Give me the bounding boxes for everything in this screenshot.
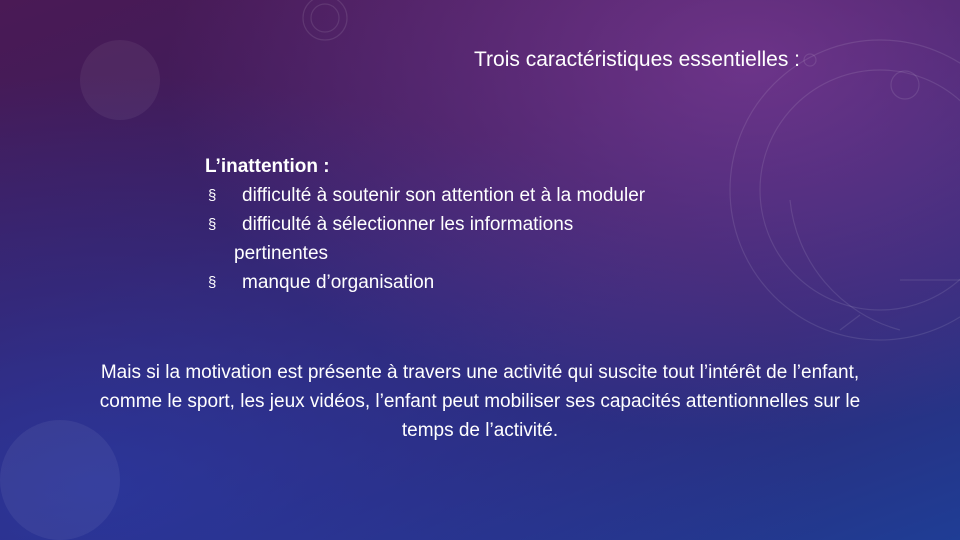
bullet-item <box>205 210 765 268</box>
bullet-text: difficulté à sélectionner les informations <box>242 214 574 235</box>
bullet-item <box>205 181 765 210</box>
slide-title: Trois caractéristiques essentielles : <box>474 48 801 71</box>
bullet-text-continuation: pertinentes <box>234 243 329 264</box>
paragraph-line: temps de l’activité. <box>401 420 559 441</box>
section-heading: L’inattention : <box>205 156 330 177</box>
body-paragraph <box>20 358 940 445</box>
bullet-mark-icon: § <box>208 187 217 204</box>
content-block <box>205 152 765 297</box>
bullet-mark-icon: § <box>208 274 217 291</box>
bullet-mark-icon: § <box>208 216 217 233</box>
bullet-text: manque d’organisation <box>242 272 435 293</box>
paragraph-line: comme le sport, les jeux vidéos, l’enfant peut mobiliser ses capacités attentionnelles sur le <box>99 391 861 412</box>
bullet-text: difficulté à soutenir son attention et à la moduler <box>242 185 646 206</box>
paragraph-line: Mais si la motivation est présente à travers une activité qui suscite tout l’intérêt de l’enfant, <box>100 362 860 383</box>
bullet-item <box>205 268 765 297</box>
